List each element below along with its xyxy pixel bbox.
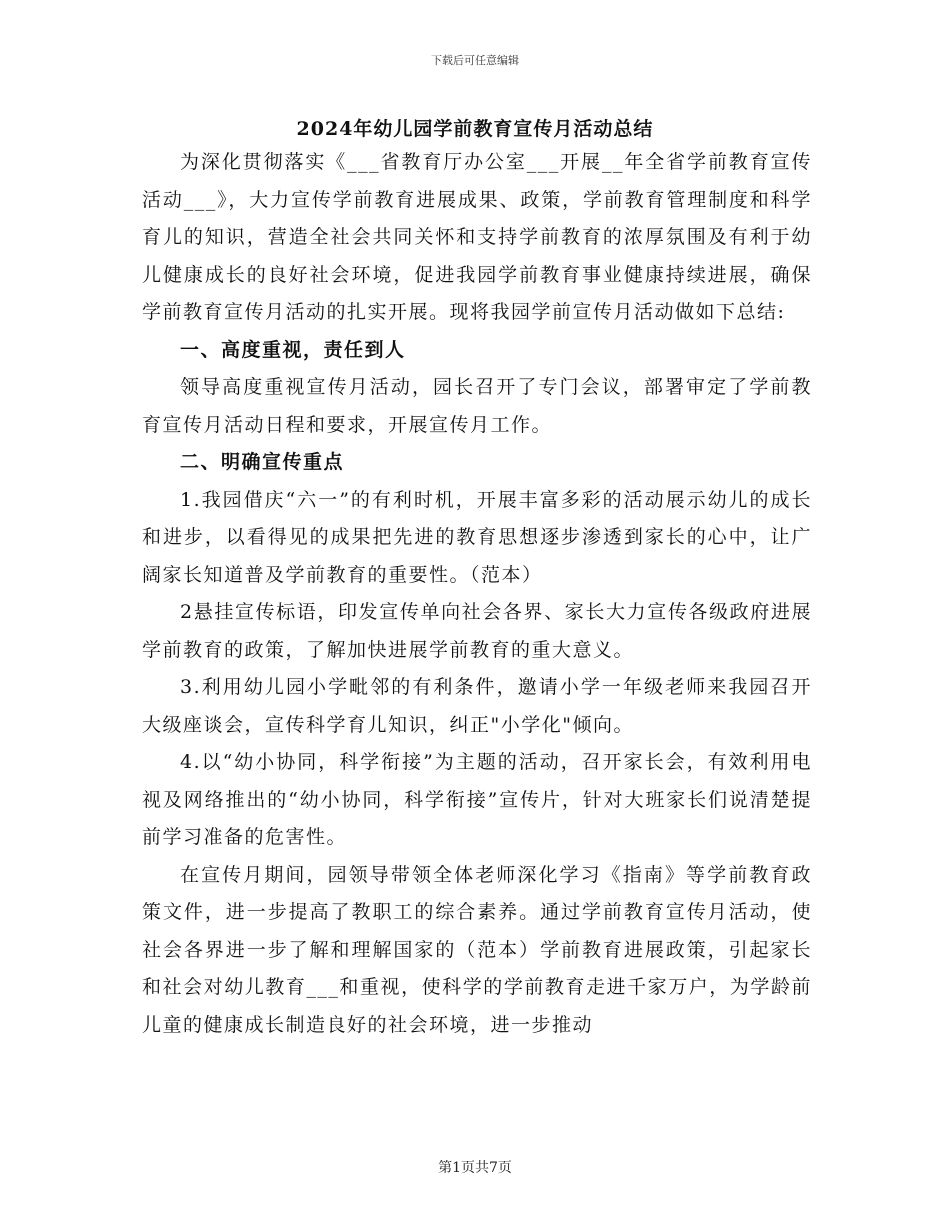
section-heading-1: 一、高度重视，责任到人: [180, 338, 406, 361]
body-paragraph: 领导高度重视宣传月活动，园长召开了专门会议，部署审定了学前教育宣传月活动日程和要求，开展宣传月工作。: [142, 376, 812, 436]
intro-paragraph: 为深化贯彻落实《___省教育厅办公室___开展__年全省学前教育宣传活动___》，大力宣传学前教育进展成果、政策，学前教育管理制度和科学育儿的知识，营造全社会共同关怀和支持学前教育的浓厚氛围及有利于幼儿健康成长的良好社会环境，促进我园学前教育事业健康持续进展，确保学前教育宣传月活动的扎实开展。现将我园学前宣传月活动做如下总结:: [142, 151, 812, 323]
body-paragraph: 在宣传月期间，园领导带领全体老师深化学习《指南》等学前教育政策文件，进一步提高了教职工的综合素养。通过学前教育宣传月活动，使社会各界进一步了解和理解国家的（范本）学前教育进展政策，引起家长和社会对幼儿教育___和重视，使科学的学前教育走进千家万户，为学龄前儿童的健康成长制造良好的社会环境，进一步推动: [142, 863, 812, 1036]
list-item: 1.我园借庆“六一”的有利时机，开展丰富多彩的活动展示幼儿的成长和进步，以看得见的成果把先进的教育思想逐步渗透到家长的心中，让广阔家长知道普及学前教育的重要性。（范本）: [142, 488, 812, 586]
section-heading-2: 二、明确宣传重点: [180, 451, 345, 473]
list-item: 2悬挂宣传标语，印发宣传单向社会各界、家长大力宣传各级政府进展学前教育的政策，了解加快进展学前教育的重大意义。: [142, 601, 812, 661]
page-footer: 第1页共7页: [438, 1160, 512, 1176]
document-body: [142, 144, 812, 1044]
page-header: 下载后可任意编辑: [431, 54, 519, 67]
list-item: 3.利用幼儿园小学毗邻的有利条件，邀请小学一年级老师来我园召开大级座谈会，宣传科学育儿知识，纠正"小学化"倾向。: [142, 676, 812, 736]
document-title: 2024年幼儿园学前教育宣传月活动总结: [296, 118, 654, 140]
list-item: 4.以“幼小协同，科学衔接”为主题的活动，召开家长会，有效利用电视及网络推出的“幼小协同，科学衔接”宣传片，针对大班家长们说清楚提前学习准备的危害性。: [142, 751, 812, 848]
